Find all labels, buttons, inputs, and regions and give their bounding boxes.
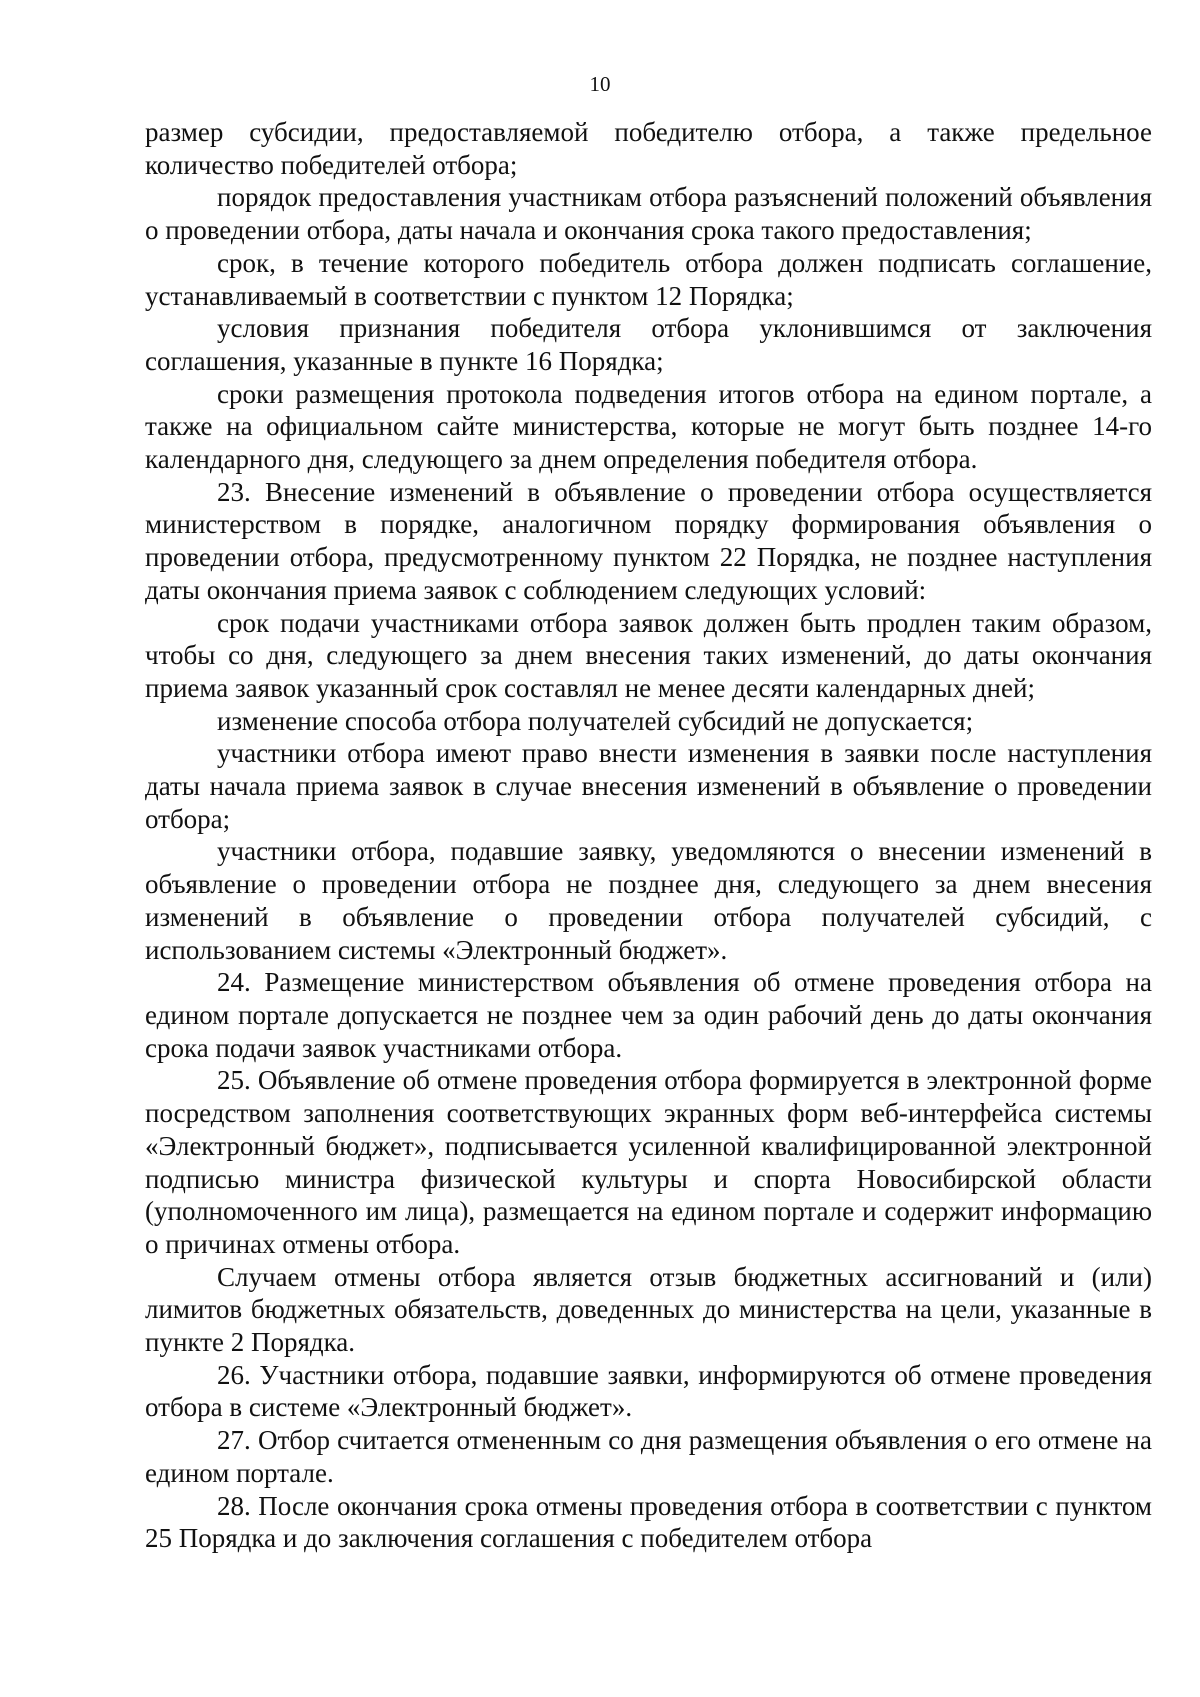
- paragraph-application-term-extension: срок подачи участниками отбора заявок должен быть продлен таким образом, чтобы со дня, следующего за днем внесения таких изменений, до даты окончания приема заявок указанный срок составлял не менее десяти календарных дней;: [145, 607, 1152, 703]
- paragraph-selection-method-change: изменение способа отбора получателей субсидий не допускается;: [217, 705, 974, 736]
- paragraph-clause-26: 26. Участники отбора, подавшие заявки, информируются об отмене проведения отбора в системе «Электронный бюджет».: [145, 1359, 1152, 1423]
- paragraph-subsidy-size: размер субсидии, предоставляемой победителю отбора, а также предельное количество победителей отбора;: [145, 117, 1152, 180]
- paragraph-agreement-signing-term: срок, в течение которого победитель отбора должен подписать соглашение, устанавливаемый в соответствии с пунктом 12 Порядка;: [145, 247, 1152, 311]
- paragraph-participant-notification: участники отбора, подавшие заявку, уведомляются о внесении изменений в объявление о проведении отбора не позднее дня, следующего за днем внесения изменений в объявление о проведении отбора получателей субсидий, с использованием системы «Электронный бюджет».: [145, 836, 1152, 965]
- paragraph-protocol-posting-terms: сроки размещения протокола подведения итогов отбора на едином портале, а также на официальном сайте министерства, которые не могут быть позднее 14-го календарного дня, следующего за днем определения победителя отбора.: [145, 378, 1152, 475]
- paragraph-evasion-conditions: условия признания победителя отбора уклонившимся от заключения соглашения, указанные в пункте 16 Порядка;: [145, 313, 1152, 376]
- paragraph-clause-25: 25. Объявление об отмене проведения отбора формируется в электронной форме посредством заполнения соответствующих экранных форм веб-интерфейса системы «Электронный бюджет», подписывается усиленной квалифицированной электронной подписью министра физической культуры и спорта Новосибирской области (уполномоченного им лица), размещается на едином портале и содержит информацию о причинах отмены отбора.: [145, 1065, 1152, 1259]
- paragraph-clause-28: 28. После окончания срока отмены проведения отбора в соответствии с пунктом 25 Порядка и до заключения соглашения с победителем отбора: [145, 1490, 1152, 1554]
- paragraph-clause-24: 24. Размещение министерством объявления об отмене проведения отбора на едином портале допускается не позднее чем за один рабочий день до даты окончания срока подачи заявок участниками отбора.: [145, 967, 1152, 1063]
- page-number: 10: [589, 72, 611, 96]
- paragraph-clarification-procedure: порядок предоставления участникам отбора разъяснений положений объявления о проведении отбора, даты начала и окончания срока такого предоставления;: [145, 182, 1152, 246]
- paragraph-participant-application-changes: участники отбора имеют право внести изменения в заявки после наступления даты начала приема заявок в случае внесения изменений в объявление о проведении отбора;: [145, 738, 1152, 834]
- paragraph-clause-27: 27. Отбор считается отмененным со дня размещения объявления о его отмене на едином портале.: [145, 1425, 1152, 1488]
- document-body: [145, 116, 1152, 1555]
- paragraph-cancellation-case: Случаем отмены отбора является отзыв бюджетных ассигнований и (или) лимитов бюджетных обязательств, доведенных до министерства на цели, указанные в пункте 2 Порядка.: [145, 1261, 1152, 1358]
- paragraph-clause-23: 23. Внесение изменений в объявление о проведении отбора осуществляется министерством в порядке, аналогичном порядку формирования объявления о проведении отбора, предусмотренному пунктом 22 Порядка, не позднее наступления даты окончания приема заявок с соблюдением следующих условий:: [145, 476, 1152, 605]
